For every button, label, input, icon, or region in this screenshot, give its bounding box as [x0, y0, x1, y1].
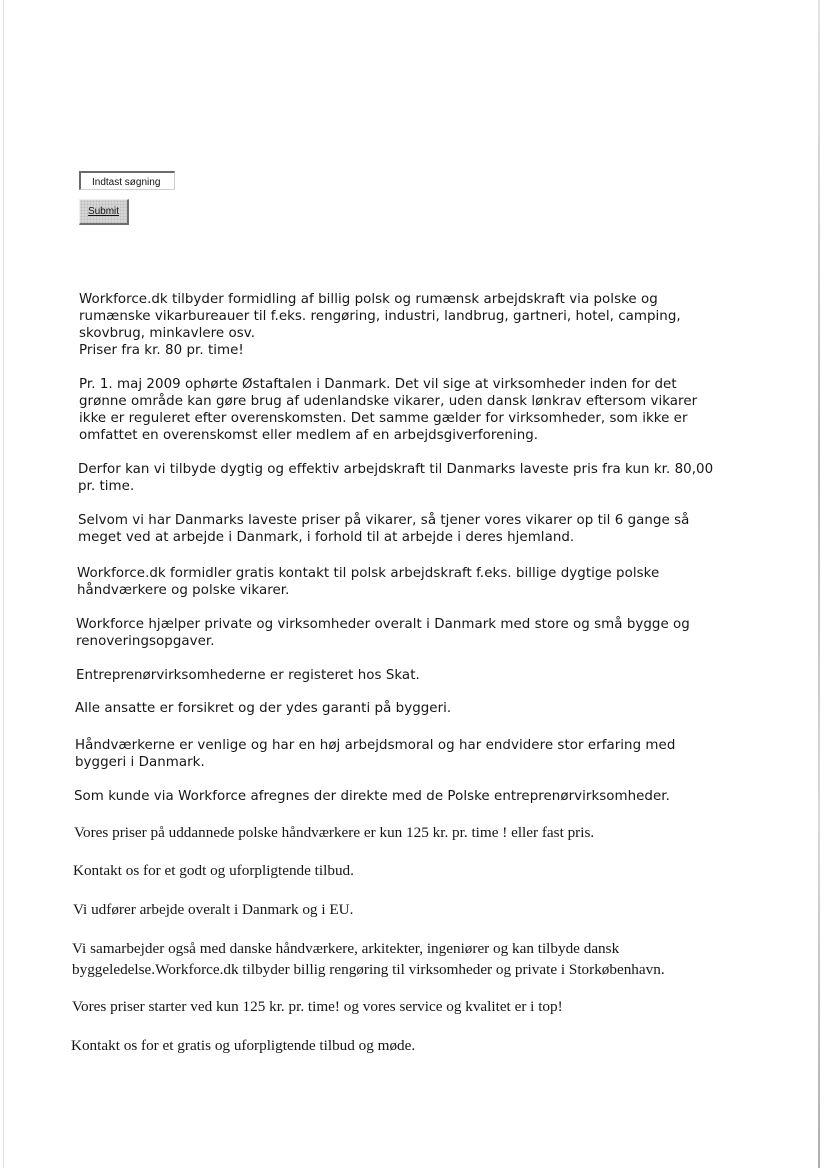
submit-button[interactable]: Submit	[79, 199, 129, 225]
text-line: byggeledelse.Workforce.dk tilbyder billig rengøring til virksomheder og private i Storkøbenhavn.	[72, 961, 665, 978]
text-line: Workforce.dk tilbyder formidling af billig polsk og rumænsk arbejdskraft via polske og	[79, 292, 658, 307]
text-line: Vores priser på uddannede polske håndværkere er kun 125 kr. pr. time ! eller fast pris.	[74, 824, 595, 841]
text-line: Vi samarbejder også med danske håndværkere, arkitekter, ingeniører og kan tilbyde dansk	[72, 940, 620, 957]
search-form	[79, 171, 175, 225]
text-line: Kontakt os for et godt og uforpligtende tilbud.	[73, 862, 354, 879]
text-line: renoveringsopgaver.	[76, 634, 215, 649]
prices-start-paragraph	[72, 996, 563, 1017]
page-edge-right	[818, 0, 820, 1168]
text-line: Priser fra kr. 80 pr. time!	[79, 343, 244, 358]
text-line: Kontakt os for et gratis og uforpligtende tilbud og møde.	[71, 1037, 416, 1054]
text-line: Pr. 1. maj 2009 ophørte Østaftalen i Danmark. Det vil sige at virksomheder inden for det	[79, 377, 677, 392]
page-edge-left	[3, 0, 4, 1168]
text-line: Workforce hjælper private og virksomheder overalt i Danmark med store og små bygge og	[76, 617, 690, 632]
contact-meeting-paragraph	[71, 1035, 415, 1056]
registered-paragraph	[76, 667, 420, 684]
text-line: ikke er reguleret efter overenskomsten. Det samme gælder for virksomheder, som ikke er	[79, 411, 688, 426]
text-line: Vores priser starter ved kun 125 kr. pr. time! og vores service og kvalitet er i top!	[72, 998, 563, 1015]
craftsmen-paragraph	[75, 737, 675, 771]
text-line: pr. time.	[78, 479, 135, 494]
text-line: Som kunde via Workforce afregnes der direkte med de Polske entreprenørvirksomheder.	[74, 789, 670, 804]
text-line: byggeri i Danmark.	[75, 755, 205, 770]
price-craftsmen-paragraph	[74, 822, 594, 843]
text-line: Derfor kan vi tilbyde dygtig og effektiv arbejdskraft til Danmarks laveste pris fra kun kr. 80,00	[78, 462, 714, 477]
search-input[interactable]: Indtast søgning	[79, 171, 175, 190]
earnings-paragraph	[78, 512, 689, 546]
insurance-paragraph	[75, 700, 451, 717]
eastern-agreement-paragraph	[79, 376, 697, 444]
lowest-price-paragraph	[78, 461, 713, 495]
intro-paragraph	[79, 291, 681, 359]
billing-paragraph	[74, 788, 670, 805]
text-line: omfattet en overenskomst eller medlem af en arbejdsgiverforening.	[79, 428, 539, 443]
collaboration-paragraph	[72, 938, 665, 980]
text-line: håndværkere og polske vikarer.	[77, 583, 290, 598]
text-line: Selvom vi har Danmarks laveste priser på vikarer, så tjener vores vikarer op til 6 gange så	[78, 513, 690, 528]
text-line: Workforce.dk formidler gratis kontakt til polsk arbejdskraft f.eks. billige dygtige polske	[77, 566, 660, 581]
text-line: grønne område kan gøre brug af udenlandske vikarer, uden dansk lønkrav eftersom vikarer	[79, 394, 698, 409]
contact-offer-paragraph	[73, 860, 354, 881]
building-tasks-paragraph	[76, 616, 690, 650]
text-line: Håndværkerne er venlige og har en høj arbejdsmoral og har endvidere stor erfaring med	[75, 738, 676, 753]
text-line: Alle ansatte er forsikret og der ydes garanti på byggeri.	[75, 701, 452, 716]
work-area-paragraph	[73, 899, 353, 920]
text-line: meget ved at arbejde i Danmark, i forhold til at arbejde i deres hjemland.	[78, 530, 575, 545]
text-line: Entreprenørvirksomhederne er registeret hos Skat.	[76, 668, 420, 683]
text-line: rumænske vikarbureauer til f.eks. rengøring, industri, landbrug, gartneri, hotel, camping,	[79, 309, 681, 324]
text-line: skovbrug, minkavlere osv.	[79, 326, 255, 341]
text-line: Vi udfører arbejde overalt i Danmark og i EU.	[73, 901, 354, 918]
free-contact-paragraph	[77, 565, 659, 599]
